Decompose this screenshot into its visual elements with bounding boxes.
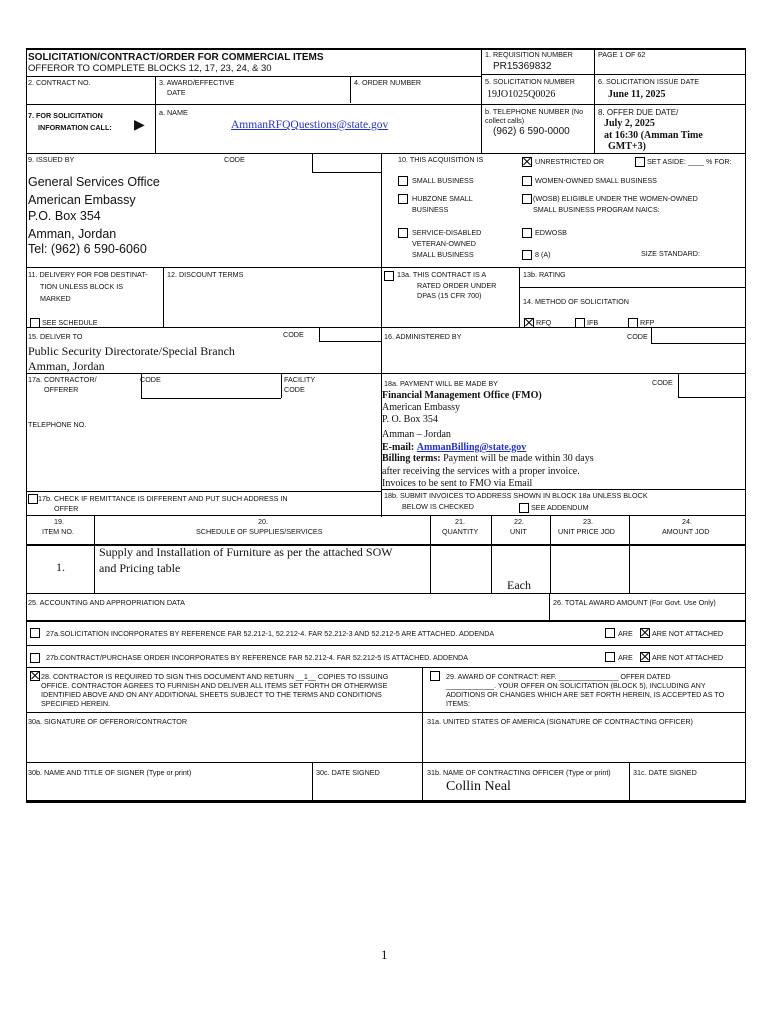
billing-terms-line-3: Invoices to be sent to FMO via Email bbox=[382, 478, 533, 489]
page-count: PAGE 1 OF 62 bbox=[598, 50, 646, 59]
remittance-label-2: OFFER bbox=[54, 504, 79, 513]
officer-date-label: 31c. DATE SIGNED bbox=[633, 768, 697, 777]
payment-email-row bbox=[382, 442, 526, 454]
small-business-label: SMALL BUSINESS bbox=[412, 176, 474, 185]
ifb-checkbox[interactable] bbox=[575, 318, 585, 328]
see-addendum-label: SEE ADDENDUM bbox=[531, 503, 589, 512]
women-owned-checkbox[interactable] bbox=[522, 176, 532, 186]
contractor-code-label: CODE bbox=[140, 375, 161, 384]
see-schedule-label: SEE SCHEDULE bbox=[42, 318, 98, 327]
offeror-date-label: 30c. DATE SIGNED bbox=[316, 768, 380, 777]
27a-are-label: ARE bbox=[618, 629, 633, 638]
discount-terms-label: 12. DISCOUNT TERMS bbox=[167, 270, 244, 279]
telephone-no-label: TELEPHONE NO. bbox=[28, 420, 87, 429]
hubzone-checkbox[interactable] bbox=[398, 194, 408, 204]
rfp-checkbox[interactable] bbox=[628, 318, 638, 328]
contract-no-label: 2. CONTRACT NO. bbox=[28, 78, 91, 87]
payment-label: 18a. PAYMENT WILL BE MADE BY bbox=[384, 379, 498, 388]
facility-code-label-2: CODE bbox=[284, 385, 305, 394]
rule bbox=[549, 593, 550, 621]
clause-28-line-3: IDENTIFIED ABOVE AND ON ANY ADDITIONAL SHEETS SUBJECT TO THE TERMS AND CONDITIONS bbox=[41, 690, 382, 699]
sdvosb-checkbox[interactable] bbox=[398, 228, 408, 238]
wosb-checkbox[interactable] bbox=[522, 194, 532, 204]
payment-line-2: P. O. Box 354 bbox=[382, 414, 438, 425]
rule bbox=[26, 267, 746, 268]
col-22-label: UNIT bbox=[510, 527, 527, 536]
telephone-label-2: collect calls) bbox=[485, 116, 525, 125]
rule bbox=[519, 267, 520, 327]
officer-name: Collin Neal bbox=[446, 779, 511, 794]
27b-are-checkbox[interactable] bbox=[605, 652, 615, 662]
rule bbox=[26, 620, 746, 622]
unrestricted-checkbox[interactable] bbox=[522, 157, 532, 167]
clause-28-line-1: 28. CONTRACTOR IS REQUIRED TO SIGN THIS DOCUMENT AND RETURN __1__ COPIES TO ISSUING bbox=[41, 672, 389, 681]
rated-order-label: 13a. THIS CONTRACT IS A bbox=[397, 270, 487, 279]
col-24-label: AMOUNT JOD bbox=[662, 527, 710, 536]
rfp-label: RFP bbox=[640, 318, 655, 327]
award-date-label-2: DATE bbox=[167, 88, 186, 97]
clause-28-line-4: SPECIFIED HEREIN. bbox=[41, 699, 111, 708]
rule bbox=[745, 48, 746, 802]
item-number: 1. bbox=[56, 560, 65, 574]
issuer-embassy: American Embassy bbox=[28, 193, 136, 207]
deliver-to-line-2: Amman, Jordan bbox=[28, 359, 105, 373]
rfq-label: RFQ bbox=[536, 318, 552, 327]
rule bbox=[651, 327, 652, 343]
rule bbox=[629, 515, 630, 593]
rule bbox=[141, 398, 281, 399]
hubzone-label-2: BUSINESS bbox=[412, 205, 449, 214]
submit-invoices-label-2: BELOW IS CHECKED bbox=[402, 502, 474, 511]
rule bbox=[422, 667, 423, 800]
item-description-line-1: Supply and Installation of Furniture as per the attached SOW bbox=[99, 545, 393, 559]
col-19-number: 19. bbox=[54, 517, 64, 526]
form-title: SOLICITATION/CONTRACT/ORDER FOR COMMERCIAL ITEMS bbox=[28, 52, 324, 63]
form-subtitle: OFFEROR TO COMPLETE BLOCKS 12, 17, 23, 24, & 30 bbox=[28, 63, 272, 74]
clause-27a-text: 27a.SOLICITATION INCORPORATES BY REFERENCE FAR 52.212-1, 52.212-4. FAR 52.212-3 AND 52.212-5 ARE ATTACHED. ADDENDA bbox=[46, 629, 495, 638]
see-schedule-checkbox[interactable] bbox=[30, 318, 40, 328]
rule bbox=[430, 515, 431, 593]
offeror-signature-label: 30a. SIGNATURE OF OFFEROR/CONTRACTOR bbox=[28, 717, 188, 726]
rule bbox=[26, 593, 746, 594]
rule bbox=[26, 800, 746, 803]
hubzone-label: HUBZONE SMALL bbox=[412, 194, 473, 203]
see-addendum-checkbox[interactable] bbox=[519, 503, 529, 513]
payment-code-label: CODE bbox=[652, 378, 673, 387]
rule bbox=[26, 515, 746, 516]
col-22-number: 22. bbox=[514, 517, 524, 526]
rule bbox=[312, 153, 313, 172]
rule bbox=[26, 153, 746, 154]
rule bbox=[26, 712, 746, 713]
col-20-label: SCHEDULE OF SUPPLIES/SERVICES bbox=[196, 527, 323, 536]
rule bbox=[26, 76, 481, 77]
27b-are-not-checkbox[interactable] bbox=[640, 652, 650, 662]
27b-are-label: ARE bbox=[618, 653, 633, 662]
rule bbox=[481, 48, 482, 153]
clause-28-line-2: OFFICE. CONTRACTOR AGREES TO FURNISH AND DELIVER ALL ITEMS SET FORTH OR OTHERWISE bbox=[41, 681, 388, 690]
rule bbox=[319, 341, 381, 342]
submit-invoices-label: 18b. SUBMIT INVOICES TO ADDRESS SHOWN IN BLOCK 18a UNLESS BLOCK bbox=[384, 491, 648, 500]
clause-29-line-1: 29. AWARD OF CONTRACT: REF. _______________ OFFER DATED bbox=[446, 672, 671, 681]
issue-date-value: June 11, 2025 bbox=[608, 89, 666, 100]
solicitation-number-value: 19JO1025Q0026 bbox=[487, 89, 556, 100]
solicitation-info-label-2: INFORMATION CALL: bbox=[38, 123, 112, 132]
facility-code-label: FACILITY bbox=[284, 375, 316, 384]
solicitation-number-label: 5. SOLICITATION NUMBER bbox=[485, 77, 575, 86]
col-19-label: ITEM NO. bbox=[42, 527, 74, 536]
billing-email-link[interactable]: AmmanBilling@state.gov bbox=[416, 442, 527, 453]
solicitation-info-label: 7. FOR SOLICITATION bbox=[28, 111, 103, 120]
contractor-label-2: OFFERER bbox=[44, 385, 79, 394]
clause-29-line-3: ADDITIONS OR CHANGES WHICH ARE SET FORTH HEREIN, IS ACCEPTED AS TO bbox=[446, 690, 725, 699]
col-24-number: 24. bbox=[682, 517, 692, 526]
ifb-label: IFB bbox=[587, 318, 599, 327]
deliver-to-label: 15. DELIVER TO bbox=[28, 332, 83, 341]
rule bbox=[26, 667, 746, 668]
rule bbox=[629, 762, 630, 800]
issue-date-label: 6. SOLICITATION ISSUE DATE bbox=[598, 77, 700, 86]
issued-by-label: 9. ISSUED BY bbox=[28, 155, 75, 164]
unrestricted-label: UNRESTRICTED OR bbox=[535, 157, 605, 166]
offer-due-date: July 2, 2025 bbox=[604, 118, 655, 129]
col-21-label: QUANTITY bbox=[442, 527, 479, 536]
27a-are-not-label: ARE NOT ATTACHED bbox=[652, 629, 724, 638]
small-business-checkbox[interactable] bbox=[398, 176, 408, 186]
clause-27b-text: 27b.CONTRACT/PURCHASE ORDER INCORPORATES BY REFERENCE FAR 52.212-4. FAR 52.212-5 IS ATTACHED. ADDENDA bbox=[46, 653, 469, 662]
payment-line-1: American Embassy bbox=[382, 402, 461, 413]
rule bbox=[26, 48, 27, 802]
requisition-value: PR15369832 bbox=[493, 61, 552, 72]
award-date-label: 3. AWARD/EFFECTIVE bbox=[159, 78, 235, 87]
rule bbox=[312, 762, 313, 800]
delivery-label: 11. DELIVERY FOR FOB DESTINAT- bbox=[28, 270, 148, 279]
issuer-office: General Services Office bbox=[28, 175, 160, 189]
rated-order-label-3: DPAS (15 CFR 700) bbox=[417, 291, 482, 300]
offer-due-time: at 16:30 (Amman Time bbox=[604, 130, 703, 141]
rule bbox=[594, 48, 595, 153]
set-aside-label: SET ASIDE: ____ % FOR: bbox=[647, 157, 732, 166]
issuer-phone: Tel: (962) 6 590-6060 bbox=[28, 242, 147, 256]
clause-28-checkbox[interactable] bbox=[30, 671, 40, 681]
billing-terms-line-2: after receiving the services with a proper invoice. bbox=[382, 466, 580, 477]
col-20-number: 20. bbox=[258, 517, 268, 526]
rule bbox=[26, 104, 746, 105]
rule bbox=[678, 373, 679, 397]
rfq-email-link[interactable]: AmmanRFQQuestions@state.gov bbox=[231, 119, 389, 131]
rule bbox=[481, 74, 746, 75]
deliver-to-line-1: Public Security Directorate/Special Branch bbox=[28, 344, 235, 358]
rule bbox=[155, 76, 156, 153]
payment-line-3: Amman – Jordan bbox=[382, 429, 451, 440]
remittance-checkbox[interactable] bbox=[28, 494, 38, 504]
sdvosb-label-3: SMALL BUSINESS bbox=[412, 250, 474, 259]
col-23-label: UNIT PRICE JOD bbox=[558, 527, 615, 536]
rated-order-label-2: RATED ORDER UNDER bbox=[417, 281, 497, 290]
rule bbox=[319, 327, 320, 341]
rule bbox=[312, 172, 381, 173]
requisition-label: 1. REQUISITION NUMBER bbox=[485, 50, 573, 59]
acquisition-label: 10. THIS ACQUISITION IS bbox=[398, 155, 484, 164]
edwosb-label: EDWOSB bbox=[535, 228, 567, 237]
rule bbox=[550, 515, 551, 593]
deliver-code-label: CODE bbox=[283, 330, 304, 339]
rule bbox=[163, 267, 164, 327]
accounting-label: 25. ACCOUNTING AND APPROPRIATION DATA bbox=[28, 598, 185, 607]
clause-29-line-4: ITEMS: bbox=[446, 699, 470, 708]
telephone-label: b. TELEPHONE NUMBER (No bbox=[485, 107, 584, 116]
rule bbox=[350, 76, 351, 103]
arrow-right-icon: ▶ bbox=[134, 116, 145, 132]
rule bbox=[381, 153, 382, 267]
sdvosb-label-2: VETERAN-OWNED bbox=[412, 239, 476, 248]
billing-terms-label: Billing terms: bbox=[382, 453, 441, 464]
administered-by-label: 16. ADMINISTERED BY bbox=[384, 332, 462, 341]
issued-code-label: CODE bbox=[224, 155, 245, 164]
27a-are-checkbox[interactable] bbox=[605, 628, 615, 638]
wosb-label: (WOSB) ELIGIBLE UNDER THE WOMEN-OWNED bbox=[533, 194, 698, 203]
rule bbox=[651, 343, 746, 344]
rule bbox=[678, 397, 746, 398]
item-unit: Each bbox=[507, 578, 531, 592]
name-label: a. NAME bbox=[159, 108, 188, 117]
delivery-label-3: MARKED bbox=[40, 294, 71, 303]
signer-name-label: 30b. NAME AND TITLE OF SIGNER (Type or print) bbox=[28, 768, 192, 777]
item-description-line-2: and Pricing table bbox=[99, 561, 181, 575]
women-owned-label: WOMEN-OWNED SMALL BUSINESS bbox=[535, 176, 657, 185]
billing-terms-row bbox=[382, 453, 594, 465]
27b-are-not-label: ARE NOT ATTACHED bbox=[652, 653, 724, 662]
27a-are-not-checkbox[interactable] bbox=[640, 628, 650, 638]
edwosb-checkbox[interactable] bbox=[522, 228, 532, 238]
contractor-label: 17a. CONTRACTOR/ bbox=[28, 375, 97, 384]
rule bbox=[26, 491, 381, 492]
issuer-pobox: P.O. Box 354 bbox=[28, 209, 101, 223]
rule bbox=[491, 515, 492, 593]
billing-terms-text: Payment will be made within 30 days bbox=[443, 453, 594, 464]
remittance-label: 17b. CHECK IF REMITTANCE IS DIFFERENT AND PUT SUCH ADDRESS IN bbox=[38, 494, 288, 503]
8a-label: 8 (A) bbox=[535, 250, 551, 259]
rule bbox=[94, 515, 95, 593]
solicitation-form bbox=[26, 48, 746, 802]
col-23-number: 23. bbox=[583, 517, 593, 526]
col-21-number: 21. bbox=[455, 517, 465, 526]
administered-code-label: CODE bbox=[627, 332, 648, 341]
set-aside-checkbox[interactable] bbox=[635, 157, 645, 167]
clause-29-line-2: ____________. YOUR OFFER ON SOLICITATION (BLOCK 5), INCLUDING ANY bbox=[446, 681, 706, 690]
offer-due-label: 8. OFFER DUE DATE/ bbox=[598, 108, 679, 117]
order-number-label: 4. ORDER NUMBER bbox=[354, 78, 422, 87]
rule bbox=[281, 373, 282, 398]
wosb-label-2: SMALL BUSINESS PROGRAM NAICS: bbox=[533, 205, 660, 214]
clause-27a-checkbox[interactable] bbox=[30, 628, 40, 638]
telephone-value: (962) 6 590-0000 bbox=[493, 126, 570, 137]
rule bbox=[381, 267, 382, 327]
delivery-label-2: TION UNLESS BLOCK IS bbox=[40, 282, 124, 291]
rated-order-checkbox[interactable] bbox=[384, 271, 394, 281]
rule bbox=[519, 287, 746, 288]
issuer-city: Amman, Jordan bbox=[28, 227, 117, 241]
officer-signature-label: 31a. UNITED STATES OF AMERICA (SIGNATURE OF CONTRACTING OFFICER) bbox=[427, 717, 693, 726]
rating-label: 13b. RATING bbox=[523, 270, 566, 279]
officer-name-label: 31b. NAME OF CONTRACTING OFFICER (Type or print) bbox=[427, 768, 611, 777]
offer-due-tz: GMT+3) bbox=[608, 141, 646, 152]
rule bbox=[26, 645, 746, 646]
size-standard-label: SIZE STANDARD: bbox=[641, 249, 700, 258]
clause-27b-checkbox[interactable] bbox=[30, 653, 40, 663]
rule bbox=[26, 373, 746, 374]
total-award-label: 26. TOTAL AWARD AMOUNT (For Govt. Use Only) bbox=[553, 598, 716, 607]
8a-checkbox[interactable] bbox=[522, 250, 532, 260]
method-label: 14. METHOD OF SOLICITATION bbox=[523, 297, 629, 306]
page-number: 1 bbox=[381, 947, 388, 962]
payment-office: Financial Management Office (FMO) bbox=[382, 390, 542, 401]
sdvosb-label: SERVICE-DISABLED bbox=[412, 228, 482, 237]
email-label: E-mail: bbox=[382, 442, 415, 453]
clause-29-checkbox[interactable] bbox=[430, 671, 440, 681]
rule bbox=[26, 327, 746, 328]
rfq-checkbox[interactable] bbox=[524, 318, 534, 328]
rule bbox=[26, 762, 746, 763]
